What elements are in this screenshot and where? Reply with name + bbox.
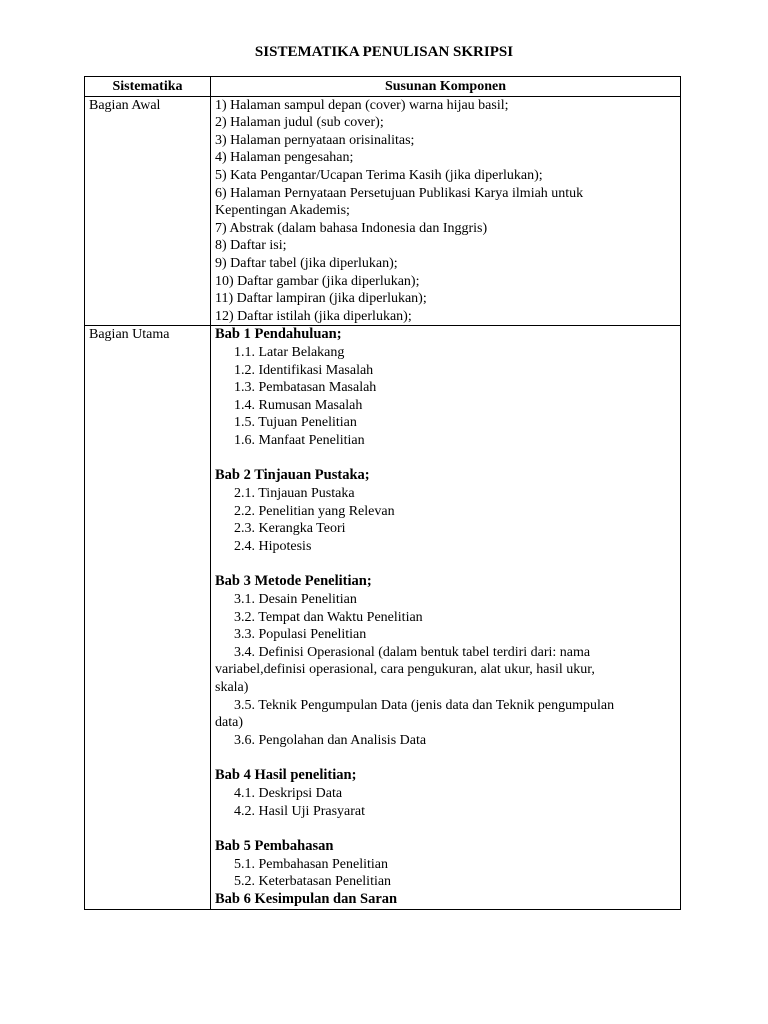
- list-item: 1.1. Latar Belakang: [234, 344, 345, 360]
- list-item: 4.1. Deskripsi Data: [234, 785, 343, 801]
- list-item-continuation: skala): [215, 680, 249, 695]
- list-item: 3.5. Teknik Pengumpulan Data (jenis data dan Teknik pengumpulan: [234, 697, 615, 713]
- sistematika-table: [84, 76, 681, 910]
- list-item: 1) Halaman sampul depan (cover) warna hijau basil;: [215, 97, 509, 113]
- list-item: 1.6. Manfaat Penelitian: [234, 432, 365, 448]
- list-item: 3.2. Tempat dan Waktu Penelitian: [234, 609, 423, 625]
- list-item: 1.2. Identifikasi Masalah: [234, 362, 374, 378]
- list-item: 1.4. Rumusan Masalah: [234, 397, 363, 413]
- list-item: 12) Daftar istilah (jika diperlukan);: [215, 308, 412, 324]
- bab-3-title: Bab 3 Metode Penelitian;: [215, 573, 372, 590]
- bab-5-title: Bab 5 Pembahasan: [215, 838, 334, 855]
- page-title: SISTEMATIKA PENULISAN SKRIPSI: [254, 44, 514, 60]
- header-susunan-komponen: Susunan Komponen: [211, 77, 681, 97]
- list-item: 2.1. Tinjauan Pustaka: [234, 486, 355, 502]
- list-item: 7) Abstrak (dalam bahasa Indonesia dan Inggris): [215, 220, 488, 236]
- list-item: 4) Halaman pengesahan;: [215, 150, 354, 166]
- list-item: 5) Kata Pengantar/Ucapan Terima Kasih (jika diperlukan);: [215, 167, 543, 183]
- list-item: 5.1. Pembahasan Penelitian: [234, 856, 388, 872]
- list-item-continuation: data): [215, 715, 243, 731]
- table-row-bagian-utama: [85, 326, 681, 909]
- list-item: 9) Daftar tabel (jika diperlukan);: [215, 255, 398, 271]
- bab-2-title: Bab 2 Tinjauan Pustaka;: [215, 467, 370, 484]
- list-item: 1.5. Tujuan Penelitian: [234, 415, 357, 431]
- bab-6-title: Bab 6 Kesimpulan dan Saran: [215, 890, 398, 907]
- list-item: 3.4. Definisi Operasional (dalam bentuk tabel terdiri dari: nama: [234, 644, 591, 660]
- header-sistematika: Sistematika: [85, 77, 211, 97]
- table-row-bagian-awal: [85, 96, 681, 326]
- list-item: 4.2. Hasil Uji Prasyarat: [234, 803, 366, 819]
- list-item: 6) Halaman Pernyataan Persetujuan Publikasi Karya ilmiah untuk: [215, 185, 584, 201]
- list-item: 2) Halaman judul (sub cover);: [215, 115, 384, 131]
- list-item: 3.1. Desain Penelitian: [234, 592, 357, 608]
- list-item: 5.2. Keterbatasan Penelitian: [234, 874, 392, 890]
- list-item: 2.2. Penelitian yang Relevan: [234, 503, 395, 519]
- list-item: 10) Daftar gambar (jika diperlukan);: [215, 273, 420, 289]
- label-bagian-awal: Bagian Awal: [85, 96, 211, 326]
- list-item: 3.6. Pengolahan dan Analisis Data: [234, 732, 427, 748]
- list-item: 2.3. Kerangka Teori: [234, 521, 346, 537]
- list-item-continuation: Kepentingan Akademis;: [215, 203, 350, 219]
- bab-1-title: Bab 1 Pendahuluan;: [215, 326, 342, 343]
- list-item: 8) Daftar isi;: [215, 238, 287, 254]
- list-item: 3) Halaman pernyataan orisinalitas;: [215, 132, 415, 148]
- label-bagian-utama: Bagian Utama: [85, 326, 211, 909]
- table-header-row: [85, 77, 681, 97]
- list-item: 1.3. Pembatasan Masalah: [234, 380, 377, 396]
- list-item: 11) Daftar lampiran (jika diperlukan);: [215, 291, 427, 307]
- bab-4-title: Bab 4 Hasil penelitian;: [215, 767, 357, 784]
- list-item-continuation: variabel,definisi operasional, cara pengukuran, alat ukur, hasil ukur,: [215, 662, 595, 678]
- list-item: 2.4. Hipotesis: [234, 538, 312, 554]
- bagian-utama-list: [211, 326, 681, 909]
- list-item: 3.3. Populasi Penelitian: [234, 627, 367, 643]
- bagian-awal-list: [211, 96, 681, 326]
